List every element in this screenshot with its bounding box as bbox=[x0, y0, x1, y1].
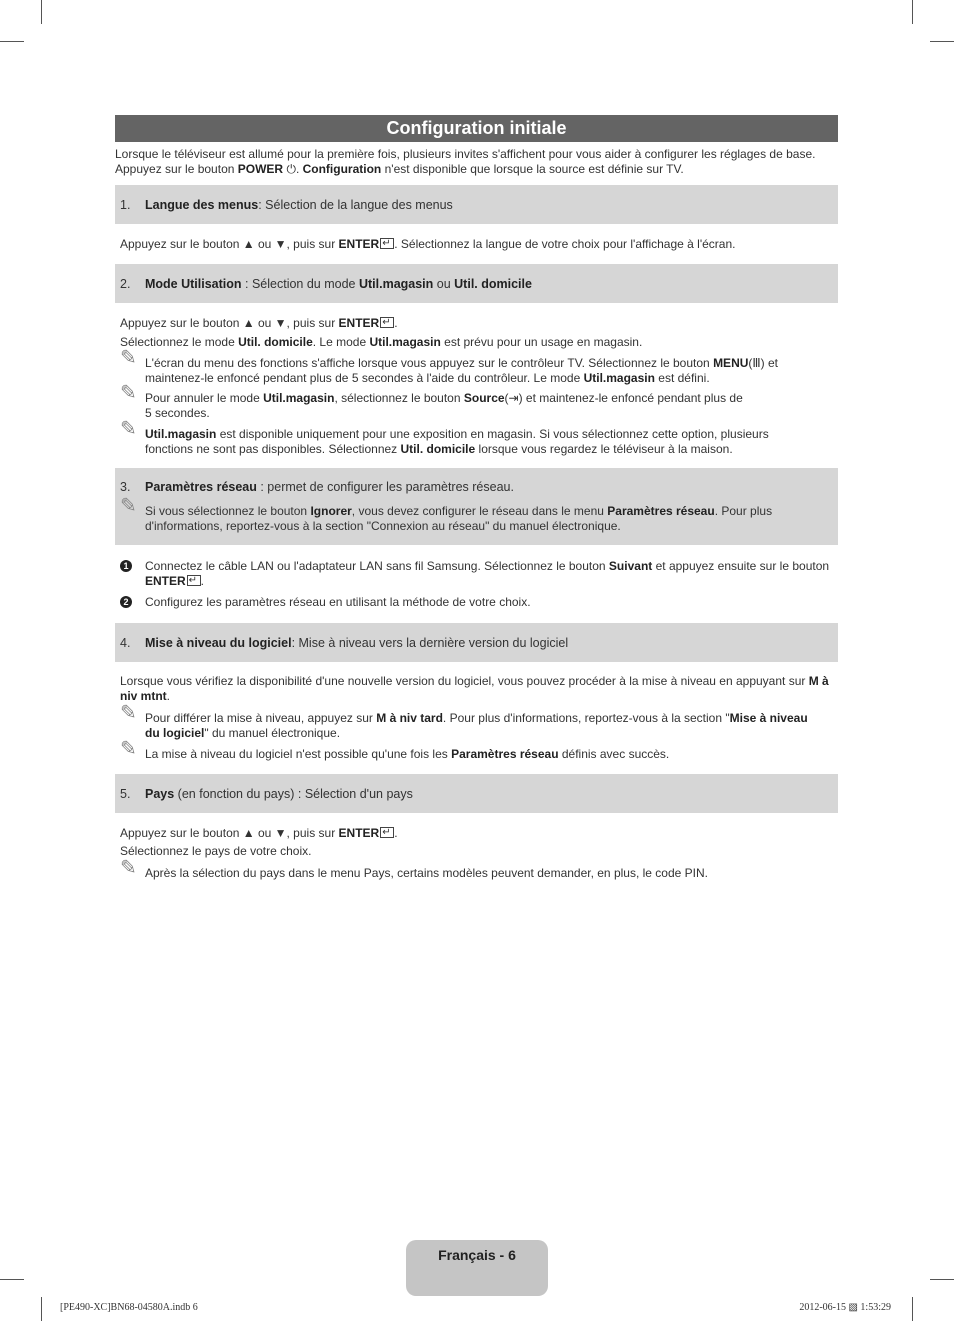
section-5-line-2: Sélectionnez le pays de votre choix. bbox=[120, 844, 312, 858]
crop-mark bbox=[0, 1279, 24, 1280]
crop-mark bbox=[41, 0, 42, 24]
crop-mark bbox=[930, 41, 954, 42]
section-4-header: 4. Mise à niveau du logiciel: Mise à niveau vers la dernière version du logiciel bbox=[115, 623, 838, 662]
section-2-line-2: Sélectionnez le mode Util. domicile. Le mode Util.magasin est prévu pour un usage en magasin. bbox=[120, 335, 643, 349]
section-4-paragraph: Lorsque vous vérifiez la disponibilité d'une nouvelle version du logiciel, vous pouvez procéder à la mise à niveau en appuyant sur M à niv mtnt. bbox=[120, 674, 829, 703]
crop-mark bbox=[0, 41, 24, 42]
enter-icon bbox=[380, 827, 394, 838]
intro-line-1: Lorsque le téléviseur est allumé pour la première fois, plusieurs invites s'affichent pour vous aider à configurer les réglages de base. bbox=[115, 147, 816, 161]
section-5-header: 5. Pays (en fonction du pays) : Sélection d'un pays bbox=[115, 774, 838, 813]
step-number-badge: 2 bbox=[120, 596, 132, 608]
section-1-instruction: Appuyez sur le bouton ▲ ou ▼, puis sur ENTER↵ . Sélectionnez la langue de votre choix pour l'affichage à l'écran. bbox=[120, 237, 835, 252]
crop-mark bbox=[912, 1297, 913, 1321]
crop-mark bbox=[912, 0, 913, 24]
enter-icon bbox=[380, 238, 394, 249]
enter-icon bbox=[380, 317, 394, 328]
step-number-badge: 1 bbox=[120, 560, 132, 572]
source-icon: (⇥) bbox=[504, 391, 523, 405]
note-icon: ✎ bbox=[120, 857, 137, 879]
enter-icon bbox=[187, 575, 201, 586]
note-icon: ✎ bbox=[120, 382, 137, 404]
note-icon: ✎ bbox=[120, 495, 137, 517]
intro-line-2: Appuyez sur le bouton POWER ⏻. Configuration n'est disponible que lorsque la source est définie sur TV. bbox=[115, 162, 684, 176]
page-number-tab bbox=[406, 1240, 548, 1296]
section-5-instruction: Appuyez sur le bouton ▲ ou ▼, puis sur ENTER↵ . bbox=[120, 826, 835, 841]
section-3-header: 3. Paramètres réseau : permet de configurer les paramètres réseau. ✎ Si vous sélectionnez le bouton Ignorer, vous devez configurer le réseau dans le menu Paramètres réseau. Pour plus d'informations, reportez-vous à la section "Connexion au réseau" du manuel électronique. bbox=[115, 468, 838, 545]
power-icon: ⏻ bbox=[286, 162, 296, 176]
note-icon: ✎ bbox=[120, 347, 137, 369]
note-icon: ✎ bbox=[120, 738, 137, 760]
section-1-header: 1. Langue des menus: Sélection de la langue des menus bbox=[115, 185, 838, 224]
page-title: Configuration initiale bbox=[115, 115, 838, 142]
section-2-header: 2. Mode Utilisation : Sélection du mode Util.magasin ou Util. domicile bbox=[115, 264, 838, 303]
menu-icon: (Ⅲ) bbox=[748, 356, 765, 370]
section-2-instruction: Appuyez sur le bouton ▲ ou ▼, puis sur ENTER↵ . bbox=[120, 316, 835, 331]
print-timestamp: 2012-06-15 ▧ 1:53:29 bbox=[799, 1302, 891, 1313]
crop-mark bbox=[41, 1297, 42, 1321]
note-icon: ✎ bbox=[120, 702, 137, 724]
note-icon: ✎ bbox=[120, 418, 137, 440]
page-number: Français - 6 bbox=[438, 1247, 516, 1263]
intro-paragraph bbox=[115, 147, 838, 177]
file-info: [PE490-XC]BN68-04580A.indb 6 bbox=[60, 1302, 198, 1313]
crop-mark bbox=[930, 1279, 954, 1280]
